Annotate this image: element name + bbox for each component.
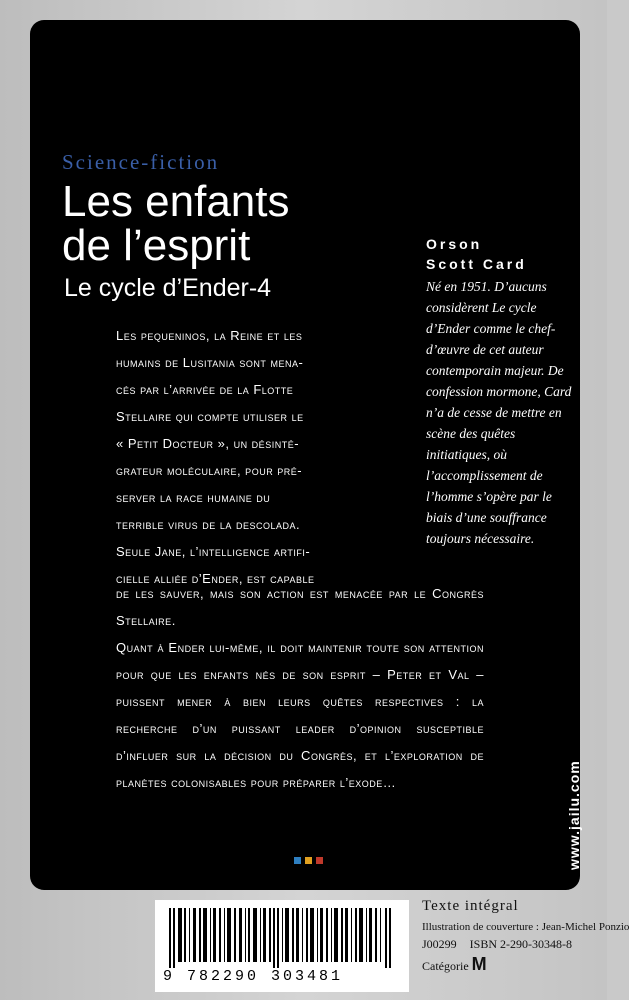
barcode-number: 9 782290 303481 bbox=[163, 968, 344, 985]
red-dot bbox=[316, 857, 323, 864]
blurb-line: terrible virus de la descolada. bbox=[116, 517, 301, 532]
blurb-line: Seule Jane, l’intelligence artifi- bbox=[116, 544, 311, 559]
yellow-dot bbox=[305, 857, 312, 864]
blurb-line: Stellaire qui compte utiliser le bbox=[116, 409, 304, 424]
book-title bbox=[62, 177, 422, 270]
blurb-line: cielle alliée d’Ender, est capable bbox=[116, 571, 315, 586]
blurb-paragraph-2: Quant à Ender lui-même, il doit maintenir toute son attention pour que les enfants nés de son esprit – Peter et Val – puissent mener à bien leurs quêtes respectives : la recherche d’un puissant leader d’opinion susceptible d’influer sur la décision du Congrès, et l’exploration de planètes colonisables pour préparer l’exode… bbox=[116, 640, 484, 790]
blurb-paragraph-1 bbox=[116, 322, 484, 592]
blue-dot bbox=[294, 857, 301, 864]
publisher-website: www.jailu.com bbox=[566, 760, 582, 870]
author-last-name: Scott Card bbox=[426, 256, 527, 272]
category-label: Catégorie bbox=[422, 959, 469, 973]
blurb-line: humains de Lusitania sont mena- bbox=[116, 355, 304, 370]
blurb-line: cés par l’arrivée de la Flotte bbox=[116, 382, 294, 397]
genre-label: Science-fiction bbox=[62, 150, 220, 174]
illustration-credit: Illustration de couverture : Jean-Michel Ponzio bbox=[422, 921, 629, 933]
codes-line bbox=[422, 937, 607, 952]
author-bio: Né en 1951. D’aucuns considèrent Le cycle d’Ender comme le chef-d’œuvre de cet auteur contemporain majeur. De confession mormone, Card n’a de cesse de mettre en scène des quêtes initiatiques, où l’accomplissement de l’homme s’opère par le biais d’une souffrance toujours nécessaire. bbox=[426, 279, 572, 546]
text-integral-label: Texte intégral bbox=[422, 898, 519, 914]
category-value: M bbox=[471, 954, 487, 974]
title-line-1: Les enfants bbox=[62, 177, 290, 226]
blurb-line: server la race humaine du bbox=[116, 490, 271, 505]
color-dots bbox=[294, 857, 323, 864]
blurb-paragraph-1-end: de les sauver, mais son action est menacée par le Congrès Stellaire. bbox=[116, 586, 484, 628]
blurb-line: grateur moléculaire, pour pré- bbox=[116, 463, 303, 478]
isbn: ISBN 2-290-30348-8 bbox=[469, 937, 572, 951]
book-subtitle: Le cycle d’Ender-4 bbox=[64, 274, 272, 302]
barcode bbox=[155, 900, 409, 992]
blurb-line: « Petit Docteur », un désinté- bbox=[116, 436, 300, 451]
author-first-name: Orson bbox=[426, 236, 483, 252]
author-name bbox=[426, 234, 576, 274]
barcode-bars-icon bbox=[169, 908, 395, 968]
publication-info bbox=[422, 898, 629, 975]
title-line-2: de l’esprit bbox=[62, 221, 251, 270]
blurb-line: Les pequeninos, la Reine et les bbox=[116, 328, 303, 343]
publisher-code: J00299 bbox=[422, 937, 457, 951]
category-line bbox=[422, 954, 607, 975]
